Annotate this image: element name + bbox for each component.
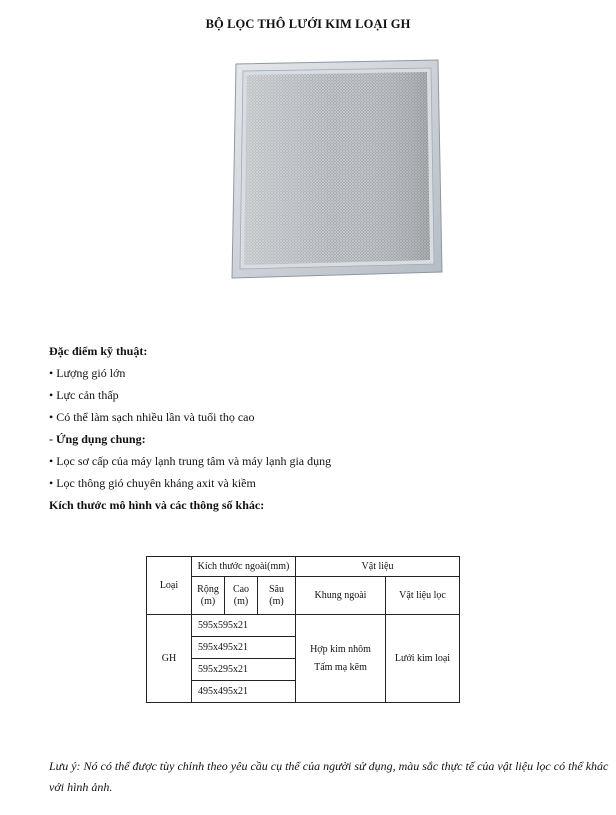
applications-heading: - Ứng dụng chung:: [49, 432, 146, 446]
header-width: [192, 577, 225, 615]
header-filter-material: Vật liệu lọc: [386, 577, 460, 615]
cell-frame-line1: Hợp kim nhôm: [310, 643, 371, 655]
header-width-label: Rộng: [197, 583, 219, 595]
header-height: [225, 577, 258, 615]
header-height-label: Cao: [232, 583, 250, 595]
header-type: Loại: [147, 557, 192, 615]
header-width-unit: (m): [200, 595, 216, 607]
header-frame: Khung ngoài: [296, 577, 386, 615]
cell-frame-line2: Tấm mạ kẽm: [314, 661, 367, 673]
cell-size: 495x495x21: [192, 681, 296, 703]
cell-filter-material: Lưới kim loại: [386, 615, 460, 703]
header-depth-unit: (m): [269, 595, 284, 607]
cell-size: 595x595x21: [192, 615, 296, 637]
header-outer-size: Kích thước ngoài(mm): [192, 557, 296, 577]
cell-type: GH: [147, 615, 192, 703]
document-title: BỘ LỌC THÔ LƯỚI KIM LOẠI GH: [205, 17, 411, 31]
features-heading: Đặc điểm kỹ thuật:: [49, 344, 148, 358]
feature-item: • Lượng gió lớn: [49, 366, 126, 380]
cell-frame: [296, 615, 386, 703]
header-depth: [258, 577, 296, 615]
filter-photo: [230, 58, 444, 280]
specs-table: [146, 556, 460, 703]
specs-heading: Kích thước mô hình và các thông số khác:: [49, 498, 265, 512]
header-material: Vật liệu: [296, 557, 460, 577]
feature-item: • Có thể làm sạch nhiều lần và tuổi thọ cao: [49, 410, 255, 424]
feature-item: • Lực cản thấp: [49, 388, 119, 402]
cell-size: 595x295x21: [192, 659, 296, 681]
note-text: Lưu ý: Nó có thể được tùy chỉnh theo yêu cầu cụ thể của người sử dụng, màu sắc thực tế của vật liệu lọc có thể khác với hình ảnh.: [49, 759, 609, 794]
header-height-unit: (m): [233, 595, 249, 607]
application-item: • Lọc thông gió chuyên kháng axit và kiềm: [49, 476, 256, 490]
header-depth-label: Sâu: [269, 583, 284, 595]
specs-table-container: [146, 556, 460, 703]
application-item: • Lọc sơ cấp của máy lạnh trung tâm và máy lạnh gia dụng: [49, 454, 332, 468]
cell-size: 595x495x21: [192, 637, 296, 659]
